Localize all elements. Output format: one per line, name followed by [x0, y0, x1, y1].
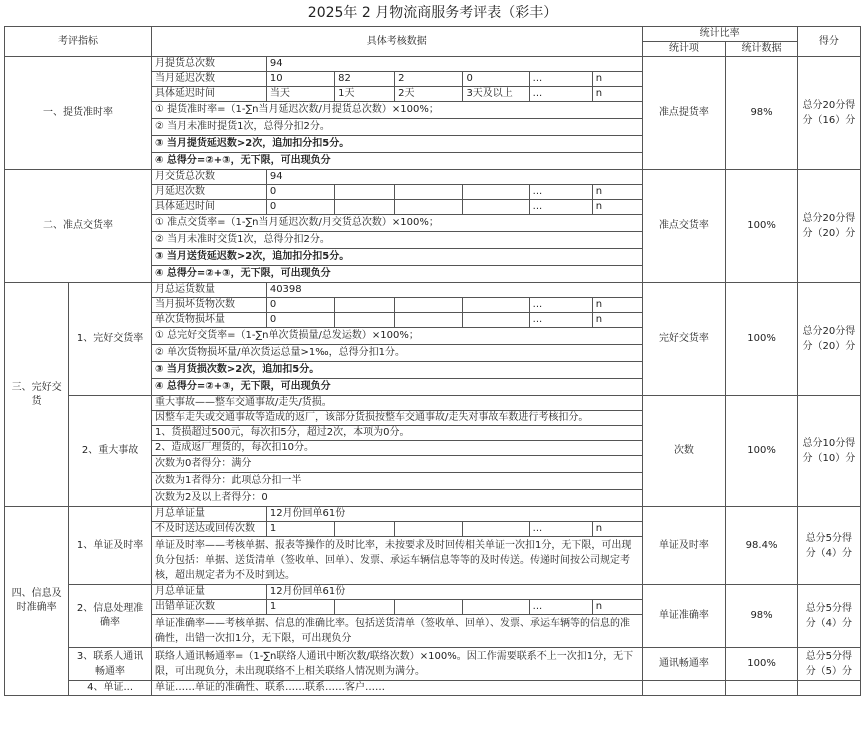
s3b-stat: 100% — [726, 396, 797, 507]
s4b-score: 总分5分得分（4）分 — [797, 585, 860, 648]
s1-stat: 98% — [726, 57, 797, 170]
cell — [463, 200, 529, 215]
cell: ... — [529, 72, 592, 87]
header-stat: 统计数据 — [726, 42, 797, 57]
header-ratio: 统计比率 — [642, 27, 797, 42]
section-1-name: 一、提货准时率 — [5, 57, 152, 170]
s4c-name: 3、联系人通讯畅通率 — [69, 648, 152, 681]
cell — [642, 681, 726, 696]
cell — [335, 313, 395, 328]
section-3-name: 三、完好交货 — [5, 283, 69, 507]
page-title: 2025年 2 月物流商服务考评表（彩丰） — [307, 5, 558, 21]
s3a-item: 完好交货率 — [642, 283, 726, 396]
cell: 3天及以上 — [463, 87, 529, 102]
cell — [463, 298, 529, 313]
section-2-name: 二、准点交货率 — [5, 170, 152, 283]
cell: n — [592, 298, 642, 313]
s2-stat: 100% — [726, 170, 797, 283]
s4a-desc: 单证及时率——考核单据、报表等操作的及时比率，未按要求及时回传相关单证一次扣1分，无下限，可出现负分包括：单据、送货清单（签收单、回单）、发票、承运车辆信息等等的及时传送。传递时间按公司规定考核，超出规定者为不及时到达。 — [151, 537, 642, 585]
s4d-desc: 单证……单证的准确性、联系……联系……客户…… — [151, 681, 642, 696]
cell — [726, 681, 797, 696]
cell: n — [592, 87, 642, 102]
cell: 0 — [266, 200, 334, 215]
s2-item: 准点交货率 — [642, 170, 726, 283]
evaluation-table — [4, 26, 861, 696]
cell: ... — [529, 600, 592, 615]
cell: ... — [529, 87, 592, 102]
s3a-label: 月总运货数量 — [151, 283, 266, 298]
cell: 当天 — [266, 87, 334, 102]
cell: 1 — [266, 600, 334, 615]
cell — [335, 522, 395, 537]
s3b-line: 次数为0者得分：满分 — [151, 456, 642, 473]
rule: ③ 当月货损次数>2次，追加扣5分。 — [151, 362, 642, 379]
cell: 0 — [266, 185, 334, 200]
s2-label: 月延迟次数 — [151, 185, 266, 200]
rule: ① 准点交货率=（1-∑n当月延迟次数/月交货总次数）×100%； — [151, 215, 642, 232]
cell — [335, 298, 395, 313]
cell — [335, 185, 395, 200]
cell: 1 — [266, 522, 334, 537]
cell: n — [592, 313, 642, 328]
s3a-value: 40398 — [266, 283, 642, 298]
s1-label: 具体延迟时间 — [151, 87, 266, 102]
s3a-label: 当月损坏货物次数 — [151, 298, 266, 313]
s2-label: 月交货总次数 — [151, 170, 266, 185]
s2-label: 具体延迟时间 — [151, 200, 266, 215]
cell — [395, 600, 463, 615]
rule: ① 总完好交货率=（1-∑n单次货损量/总发运数）×100%； — [151, 328, 642, 345]
rule: ② 单次货物损坏量/单次货运总量>1‰，总得分扣1分。 — [151, 345, 642, 362]
rule: ② 当月未准时交货1次，总得分扣2分。 — [151, 232, 642, 249]
s3b-name: 2、重大事故 — [69, 396, 152, 507]
rule: ④ 总得分=②+③，无下限，可出现负分 — [151, 153, 642, 170]
cell: 82 — [335, 72, 395, 87]
cell: ... — [529, 200, 592, 215]
cell: n — [592, 200, 642, 215]
cell — [335, 600, 395, 615]
rule: ④ 总得分=②+③，无下限，可出现负分 — [151, 379, 642, 396]
s3b-text: 1、货损超过500元，每次扣5分，超过2次，本项为0分。 — [151, 426, 642, 441]
s4a-stat: 98.4% — [726, 507, 797, 585]
s4a-score: 总分5分得分（4）分 — [797, 507, 860, 585]
rule: ③ 当月提货延迟数>2次，追加扣分扣5分。 — [151, 136, 642, 153]
s3b-text: 2、造成返厂理货的，每次扣10分。 — [151, 441, 642, 456]
cell: 1天 — [335, 87, 395, 102]
cell: ... — [529, 522, 592, 537]
s4b-stat: 98% — [726, 585, 797, 648]
s1-label: 当月延迟次数 — [151, 72, 266, 87]
cell: 0 — [463, 72, 529, 87]
cell: ... — [529, 185, 592, 200]
s4b-desc: 单证准确率——考核单据、信息的准确比率。包括送货清单（签收单、回单）、发票、承运车辆等的信息的准确性，出错一次扣1分，无下限，可出现负分 — [151, 615, 642, 648]
header-data: 具体考核数据 — [151, 27, 642, 57]
s3b-text: 重大事故——整车交通事故/走失/货损。 — [151, 396, 642, 411]
s4c-desc: 联络人通讯畅通率=（1-∑n联络人通讯中断次数/联络次数）×100%。因工作需要联系不上一次扣1分，无下限，可出现负分，未出现联络不上相关联络人情况则为满分。 — [151, 648, 642, 681]
cell — [395, 185, 463, 200]
cell: ... — [529, 313, 592, 328]
s3b-score: 总分10分得分（10）分 — [797, 396, 860, 507]
s3b-line: 次数为1者得分：此项总分扣一半 — [151, 473, 642, 490]
s4b-name: 2、信息处理准确率 — [69, 585, 152, 648]
s4d-name: 4、单证... — [69, 681, 152, 696]
s4b-value: 12月份回单61份 — [266, 585, 642, 600]
cell — [395, 200, 463, 215]
s1-score: 总分20分得分（16）分 — [797, 57, 860, 170]
s4a-label: 不及时送达或回传次数 — [151, 522, 266, 537]
s4c-stat: 100% — [726, 648, 797, 681]
cell — [463, 522, 529, 537]
s2-value: 94 — [266, 170, 642, 185]
cell — [463, 185, 529, 200]
s3a-score: 总分20分得分（20）分 — [797, 283, 860, 396]
cell: 10 — [266, 72, 334, 87]
s1-value: 94 — [266, 57, 642, 72]
s4a-name: 1、单证及时率 — [69, 507, 152, 585]
cell: n — [592, 72, 642, 87]
header-item: 统计项 — [642, 42, 726, 57]
cell — [335, 200, 395, 215]
rule: ② 当月未准时提货1次，总得分扣2分。 — [151, 119, 642, 136]
rule: ④ 总得分=②+③，无下限，可出现负分 — [151, 266, 642, 283]
s4c-item: 通讯畅通率 — [642, 648, 726, 681]
cell: 0 — [266, 313, 334, 328]
s3a-stat: 100% — [726, 283, 797, 396]
cell — [395, 313, 463, 328]
cell: 0 — [266, 298, 334, 313]
cell: n — [592, 600, 642, 615]
s1-label: 月提货总次数 — [151, 57, 266, 72]
rule: ③ 当月送货延迟数>2次，追加扣分扣5分。 — [151, 249, 642, 266]
header-score: 得分 — [797, 27, 860, 57]
s4b-label: 出错单证次数 — [151, 600, 266, 615]
s4a-item: 单证及时率 — [642, 507, 726, 585]
s1-item: 准点提货率 — [642, 57, 726, 170]
cell — [463, 313, 529, 328]
s4b-item: 单证准确率 — [642, 585, 726, 648]
rule: ① 提货准时率=（1-∑n当月延迟次数/月提货总次数）×100%； — [151, 102, 642, 119]
s4a-label: 月总单证量 — [151, 507, 266, 522]
s3a-name: 1、完好交货率 — [69, 283, 152, 396]
cell: n — [592, 185, 642, 200]
s4a-value: 12月份回单61份 — [266, 507, 642, 522]
cell — [395, 522, 463, 537]
s2-score: 总分20分得分（20）分 — [797, 170, 860, 283]
cell — [463, 600, 529, 615]
s4b-label: 月总单证量 — [151, 585, 266, 600]
s3b-item: 次数 — [642, 396, 726, 507]
cell — [797, 681, 860, 696]
cell: 2 — [395, 72, 463, 87]
s3b-line: 次数为2及以上者得分：0 — [151, 490, 642, 507]
cell: ... — [529, 298, 592, 313]
header-indicator: 考评指标 — [5, 27, 152, 57]
section-4-name: 四、信息及时准确率 — [5, 507, 69, 696]
cell — [395, 298, 463, 313]
cell: 2天 — [395, 87, 463, 102]
s4c-score: 总分5分得分（5）分 — [797, 648, 860, 681]
s3a-label: 单次货物损坏量 — [151, 313, 266, 328]
s3b-text: 因整车走失或交通事故等造成的返厂，该部分货损按整车交通事故/走失对事故车数进行考核扣分。 — [151, 411, 642, 426]
cell: n — [592, 522, 642, 537]
